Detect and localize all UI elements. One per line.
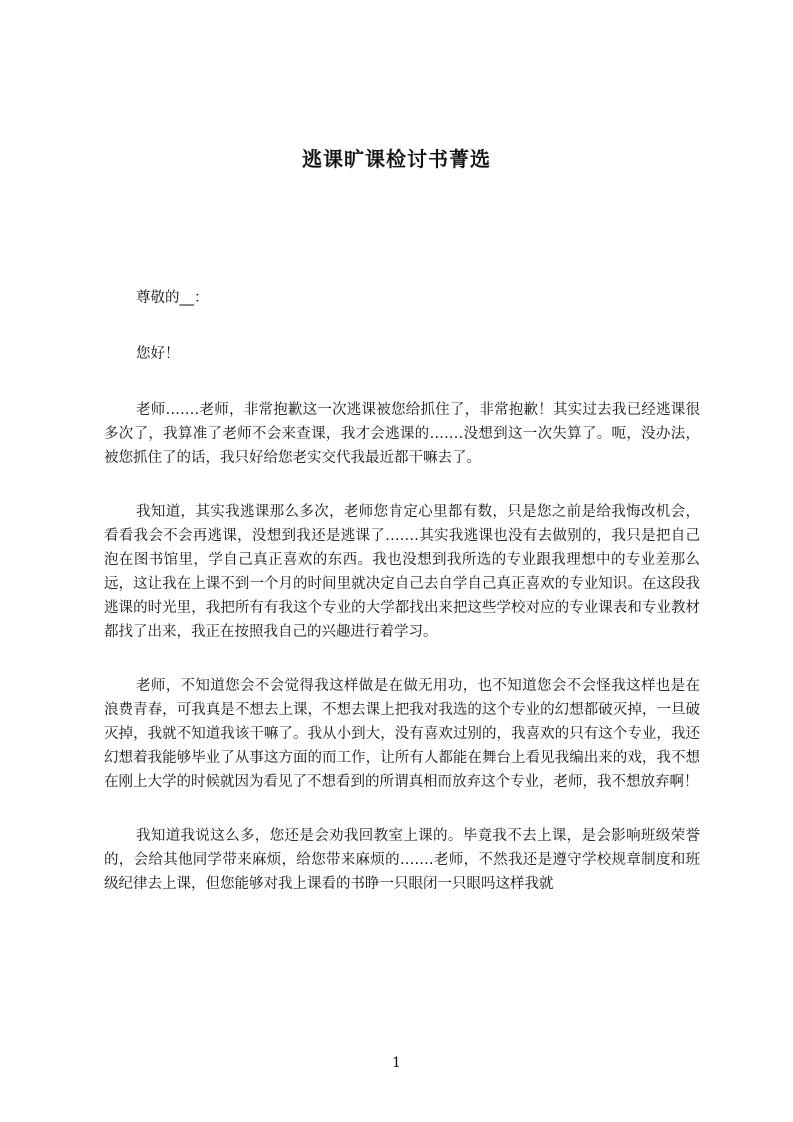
paragraph-2: 我知道，其实我逃课那么多次，老师您肯定心里都有数，只是您之前是给我悔改机会，看看我会不会再逃课，没想到我还是逃课了‥…‥其实我逃课也没有去做别的，我只是把自己泡在图书馆里，学自己真正喜欢的东西。我也没想到我所选的专业跟我理想中的专业差那么远，这让我在上课不到一个月的时间里就决定自己去自学自己真正喜欢的专业知识。在这段我逃课的时光里，我把所有有我这个专业的大学都找出来把这些学校对应的专业课表和专业教材都找了出来，我正在按照我自己的兴趣进行着学习。 bbox=[104, 504, 700, 640]
document-body bbox=[104, 286, 700, 926]
document-title: 逃课旷课检讨书菁选 bbox=[302, 147, 491, 171]
salutation: 尊敬的__： bbox=[136, 290, 209, 306]
greeting: 您好！ bbox=[136, 346, 180, 362]
paragraph-4: 我知道我说这么多，您还是会劝我回教室上课的。毕竟我不去上课，是会影响班级荣誉的，会给其他同学带来麻烦，给您带来麻烦的‥…‥老师，不然我还是遵守学校规章制度和班级纪律去上课，但您能够对我上课看的书睁一只眼闭一只眼吗这样我就 bbox=[104, 828, 700, 892]
paragraph-3: 老师，不知道您会不会觉得我这样做是在做无用功，也不知道您会不会怪我这样也是在浪费青春，可我真是不想去上课，不想去课上把我对我选的这个专业的幻想都破灭掉，一旦破灭掉，我就不知道我该干嘛了。我从小到大，没有喜欢过别的，我喜欢的只有这个专业，我还幻想着我能够毕业了从事这方面的而工作，让所有人都能在舞台上看见我编出来的戏，我不想在刚上大学的时候就因为看见了不想看到的所谓真相而放弃这个专业，老师，我不想放弃啊！ bbox=[104, 678, 700, 790]
page-number: 1 bbox=[392, 1055, 401, 1071]
paragraph-1: 老师‥…‥老师，非常抱歉这一次逃课被您给抓住了，非常抱歉！其实过去我已经逃课很多次了，我算准了老师不会来查课，我才会逃课的‥…‥没想到这一次失算了。呃，没办法，被您抓住了的话，我只好给您老实交代我最近都干嘛去了。 bbox=[104, 402, 700, 466]
